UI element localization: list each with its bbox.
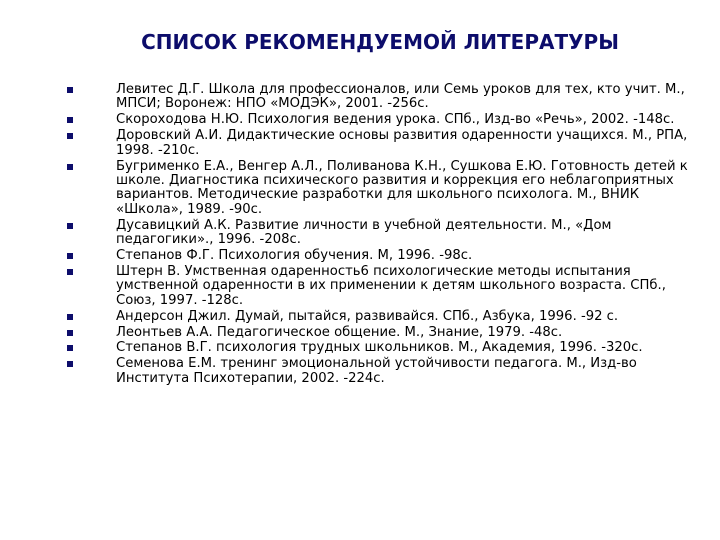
list-item xyxy=(0,219,720,248)
reference-text: Андерсон Джил. Думай, пытайся, развивайся. СПб., Азбука, 1996. -92 с. xyxy=(116,308,619,324)
list-item xyxy=(0,160,720,218)
page-title: СПИСОК РЕКОМЕНДУЕМОЙ ЛИТЕРАТУРЫ xyxy=(141,30,619,54)
list-item xyxy=(0,129,720,158)
reference-text: Степанов Ф.Г. Психология обучения. М, 1996. -98с. xyxy=(116,247,473,263)
list-item xyxy=(0,249,720,263)
reference-text: Семенова Е.М. тренинг эмоциональной устойчивости педагога. М., Изд-во Института Психотерапии, 2002. -224с. xyxy=(116,356,637,386)
square-bullet-icon xyxy=(67,223,73,229)
square-bullet-icon xyxy=(67,253,73,259)
reference-text: Степанов В.Г. психология трудных школьников. М., Академия, 1996. -320с. xyxy=(116,340,643,356)
square-bullet-icon xyxy=(67,361,73,367)
square-bullet-icon xyxy=(67,164,73,170)
square-bullet-icon xyxy=(67,314,73,320)
list-item xyxy=(0,341,720,355)
reference-text: Доровский А.И. Дидактические основы развития одаренности учащихся. М., РПА, 1998. -210с. xyxy=(116,128,688,158)
square-bullet-icon xyxy=(67,345,73,351)
reference-text: Левитес Д.Г. Школа для профессионалов, или Семь уроков для тех, кто учит. М., МПСИ; Воронеж: НПО «МОДЭК», 2001. -256с. xyxy=(116,82,685,112)
list-item xyxy=(0,326,720,340)
reference-text: Штерн В. Умственная одаренность6 психологические методы испытания умственной одаренности в их применении к детям школьного возраста. СПб., Союз, 1997. -128с. xyxy=(116,263,666,308)
square-bullet-icon xyxy=(67,117,73,123)
reference-text: Леонтьев А.А. Педагогическое общение. М., Знание, 1979. -48с. xyxy=(116,324,563,340)
reference-text: Дусавицкий А.К. Развитие личности в учебной деятельности. М., «Дом педагогики»., 1996. -208с. xyxy=(116,217,612,248)
list-item xyxy=(0,83,720,112)
square-bullet-icon xyxy=(67,133,73,139)
reference-list xyxy=(0,83,720,388)
list-item xyxy=(0,357,720,386)
reference-text: Бугрименко Е.А., Венгер А.Л., Поливанова К.Н., Сушкова Е.Ю. Готовность детей к школе. Диагностика психического развития и коррекция его неблагоприятных вариантов. Методические разработки для школьного психолога. М., ВНИК «Школа», 1989. -90с. xyxy=(116,158,688,217)
square-bullet-icon xyxy=(67,269,73,275)
square-bullet-icon xyxy=(67,330,73,336)
list-item xyxy=(0,265,720,308)
reference-text: Скороходова Н.Ю. Психология ведения урока. СПб., Изд-во «Речь», 2002. -148с. xyxy=(116,112,675,128)
list-item xyxy=(0,310,720,324)
square-bullet-icon xyxy=(67,87,73,93)
list-item xyxy=(0,113,720,127)
